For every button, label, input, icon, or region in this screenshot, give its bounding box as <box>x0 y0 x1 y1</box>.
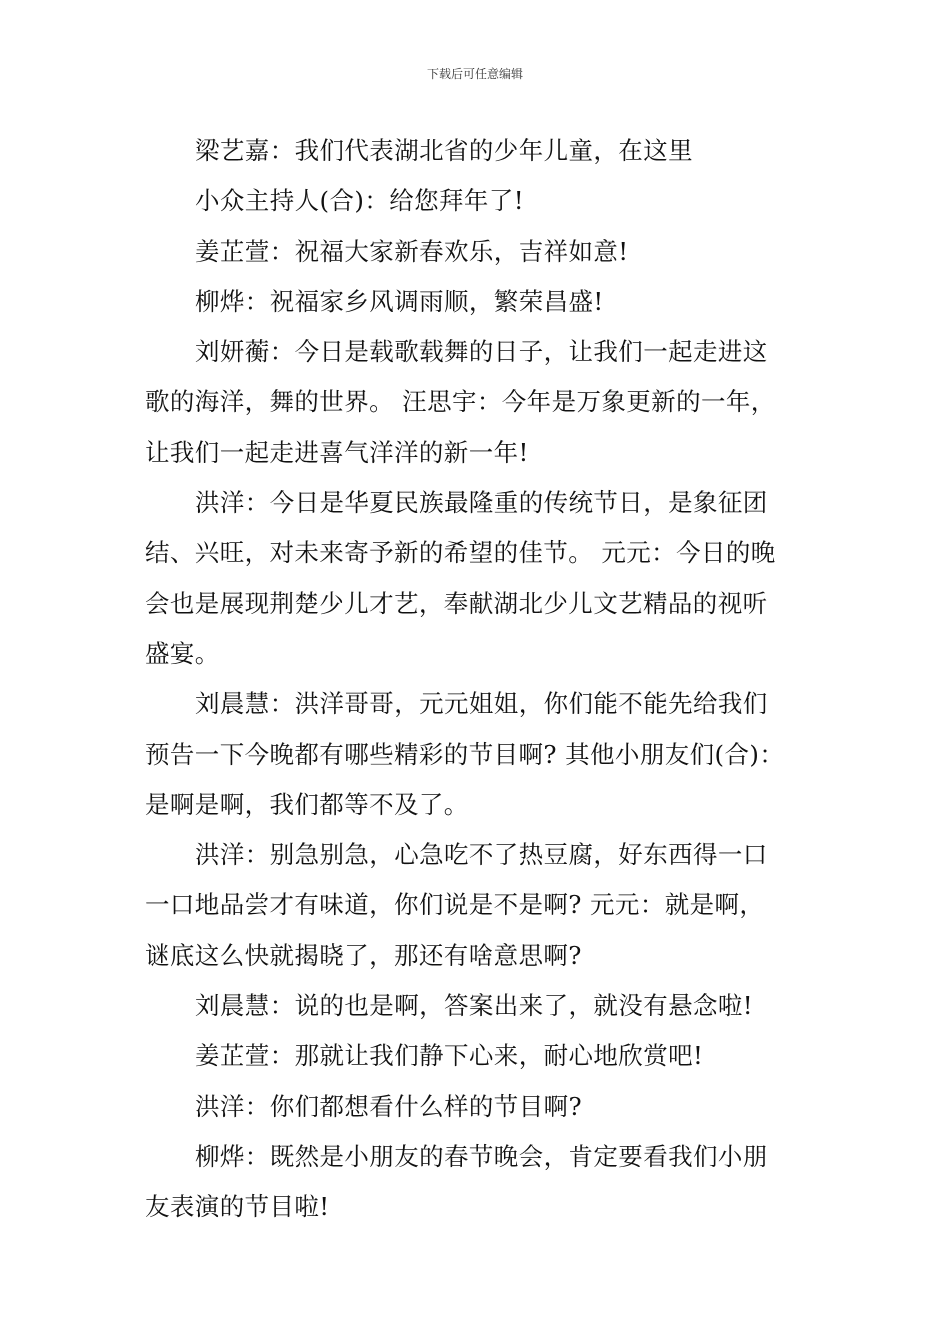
dialogue-line: 柳烨：既然是小朋友的春节晚会，肯定要看我们小朋 <box>195 1141 768 1171</box>
dialogue-line: 洪洋：别急别急，心急吃不了热豆腐，好东西得一口 <box>195 840 768 870</box>
dialogue-line: 预告一下今晚都有哪些精彩的节目啊? 其他小朋友们(合)： <box>145 739 785 769</box>
dialogue-line: 姜芷萱：那就让我们静下心来，耐心地欣赏吧! <box>195 1041 704 1071</box>
page-header: 下载后可任意编辑 <box>426 67 523 81</box>
dialogue-line: 刘晨慧：说的也是啊，答案出来了，就没有悬念啦! <box>195 991 754 1021</box>
dialogue-line: 友表演的节目啦! <box>145 1192 330 1222</box>
dialogue-line: 一口地品尝才有味道，你们说是不是啊? 元元：就是啊， <box>145 890 765 920</box>
dialogue-line: 结、兴旺，对未来寄予新的希望的佳节。 元元：今日的晚 <box>145 538 776 568</box>
dialogue-line: 盛宴。 <box>145 638 220 668</box>
dialogue-line: 洪洋：你们都想看什么样的节目啊? <box>195 1091 583 1121</box>
dialogue-line: 是啊是啊，我们都等不及了。 <box>145 789 469 819</box>
dialogue-line: 会也是展现荆楚少儿才艺，奉献湖北少儿文艺精品的视听 <box>145 588 768 618</box>
dialogue-line: 歌的海洋，舞的世界。 汪思宇：今年是万象更新的一年， <box>145 387 776 417</box>
dialogue-line: 谜底这么快就揭晓了，那还有啥意思啊? <box>145 940 582 970</box>
dialogue-line: 洪洋：今日是华夏民族最隆重的传统节日，是象征团 <box>195 488 768 518</box>
dialogue-line: 梁艺嘉：我们代表湖北省的少年儿童，在这里 <box>195 136 693 165</box>
dialogue-line: 小众主持人(合)：给您拜年了! <box>195 186 524 216</box>
dialogue-line: 柳烨：祝福家乡风调雨顺，繁荣昌盛! <box>195 286 604 316</box>
dialogue-line: 刘妍蘅：今日是载歌载舞的日子，让我们一起走进这 <box>195 337 768 367</box>
dialogue-line: 姜芷萱：祝福大家新春欢乐，吉祥如意! <box>195 236 629 266</box>
document-body <box>145 126 810 1233</box>
dialogue-line: 刘晨慧：洪洋哥哥，元元姐姐，你们能不能先给我们 <box>195 689 768 719</box>
dialogue-line: 让我们一起走进喜气洋洋的新一年! <box>145 437 529 467</box>
